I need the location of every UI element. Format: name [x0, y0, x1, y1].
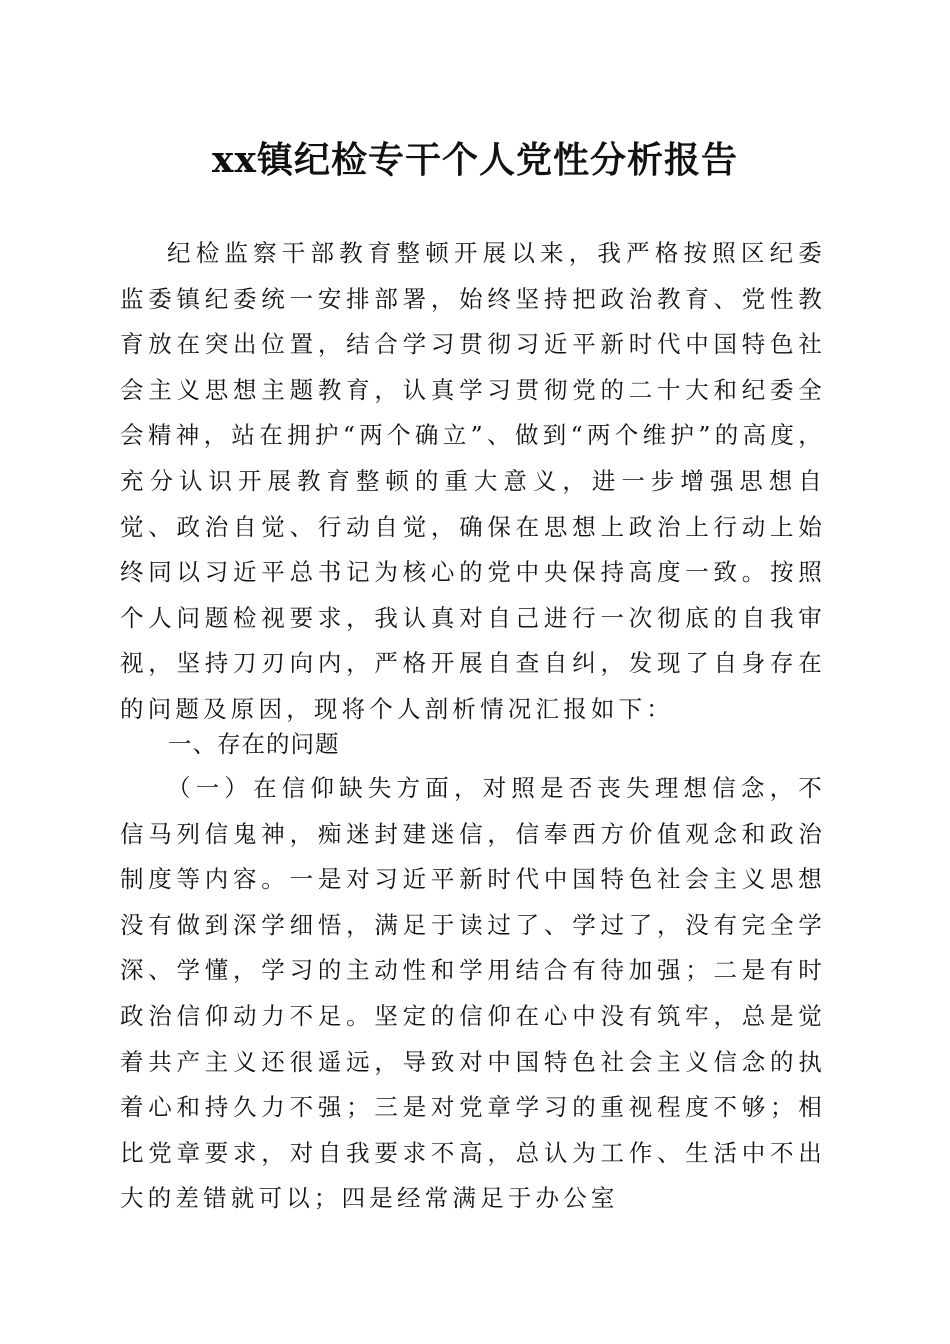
section-paragraph-faith: （一）在信仰缺失方面，对照是否丧失理想信念，不信马列信鬼神，痴迷封建迷信，信奉西方价值观念和政治制度等内容。一是对习近平新时代中国特色社会主义思想没有做到深学细悟，满足于读过了、学过了，没有完全学深、学懂，学习的主动性和学用结合有待加强；二是有时政治信仰动力不足。坚定的信仰在心中没有筑牢，总是觉着共产主义还很遥远，导致对中国特色社会主义信念的执着心和持久力不强；三是对党章学习的重视程度不够；相比党章要求，对自我要求不高，总认为工作、生活中不出大的差错就可以；四是经常满足于办公室: [120, 774, 826, 1213]
section-heading-problems: 一、存在的问题: [168, 730, 340, 758]
intro-paragraph: 纪检监察干部教育整顿开展以来，我严格按照区纪委监委镇纪委统一安排部署，始终坚持把政治教育、党性教育放在突出位置，结合学习贯彻习近平新时代中国特色社会主义思想主题教育，认真学习贯彻党的二十大和纪委全会精神，站在拥护“两个确立”、做到“两个维护”的高度，充分认识开展教育整顿的重大意义，进一步增强思想自觉、政治自觉、行动自觉，确保在思想上政治上行动上始终同以习近平总书记为核心的党中央保持高度一致。按照个人问题检视要求，我认真对自己进行一次彻底的自我审视，坚持刀刃向内，严格开展自查自纠，发现了自身存在的问题及原因，现将个人剖析情况汇报如下：: [120, 239, 826, 723]
document-title: xx镇纪检专干个人党性分析报告: [212, 139, 738, 181]
